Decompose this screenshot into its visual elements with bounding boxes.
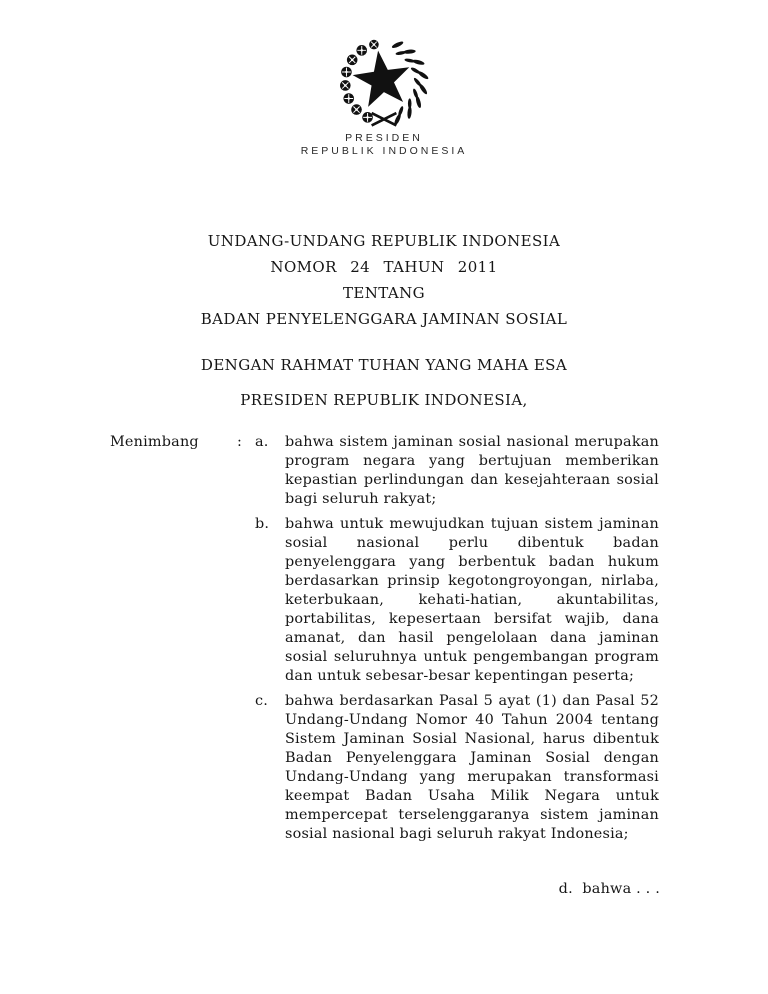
document-header xyxy=(0,0,768,158)
considering-items xyxy=(255,433,659,850)
invocation-line: DENGAN RAHMAT TUHAN YANG MAHA ESA xyxy=(200,356,568,374)
considering-section xyxy=(0,433,768,850)
seal-caption xyxy=(0,132,768,158)
item-letter: b. xyxy=(255,516,270,532)
considering-colon: : xyxy=(237,434,243,450)
star-shape xyxy=(353,51,410,107)
page-catchword: d. bahwa . . . xyxy=(558,881,660,897)
considering-label: Menimbang xyxy=(110,434,199,450)
item-letter: c. xyxy=(255,693,269,709)
item-text: bahwa untuk mewujudkan tujuan sistem jaminan sosial nasional perlu dibentuk badan penyelenggara yang berbentuk badan hukum berdasarkan prinsip kegotongroyongan, nirlaba, keterbukaan, kehati-hatian, akuntabilitas, portabilitas, kepesertaan bersifat wajib, dana amanat, dan hasil pengelolaan dana jaminan sosial seluruhnya untuk pengembangan program dan untuk sebesar-besar kepentingan peserta; xyxy=(285,516,659,684)
seal-caption-line2: REPUBLIK INDONESIA xyxy=(300,145,468,157)
crossed-stems xyxy=(372,113,397,125)
considering-item-a xyxy=(255,433,659,509)
seal-caption-line1: PRESIDEN xyxy=(345,132,423,144)
law-tentang-line: TENTANG xyxy=(342,284,425,302)
law-number-line: NOMOR 24 TAHUN 2011 xyxy=(270,258,498,276)
rice-branch xyxy=(391,40,429,126)
item-text: bahwa sistem jaminan sosial nasional merupakan program negara yang bertujuan memberikan kepastian perlindungan dan kesejahteraan sosial bagi seluruh rakyat; xyxy=(285,434,659,507)
considering-item-c xyxy=(255,692,659,844)
law-title-block xyxy=(0,228,768,332)
presidential-seal-icon xyxy=(331,36,437,130)
authority-line: PRESIDEN REPUBLIK INDONESIA, xyxy=(240,391,528,409)
item-text: bahwa berdasarkan Pasal 5 ayat (1) dan Pasal 52 Undang-Undang Nomor 40 Tahun 2004 tentang Sistem Jaminan Sosial Nasional, harus dibentuk Badan Penyelenggara Jaminan Sosial dengan Undang-Undang yang merupakan transformasi keempat Badan Usaha Milik Negara untuk mempercepat terselenggaranya sistem jaminan sosial nasional bagi seluruh rakyat Indonesia; xyxy=(285,693,659,842)
law-title-line: UNDANG-UNDANG REPUBLIK INDONESIA xyxy=(207,232,561,250)
item-letter: a. xyxy=(255,434,269,450)
law-subject-line: BADAN PENYELENGGARA JAMINAN SOSIAL xyxy=(200,310,568,328)
considering-item-b xyxy=(255,515,659,686)
